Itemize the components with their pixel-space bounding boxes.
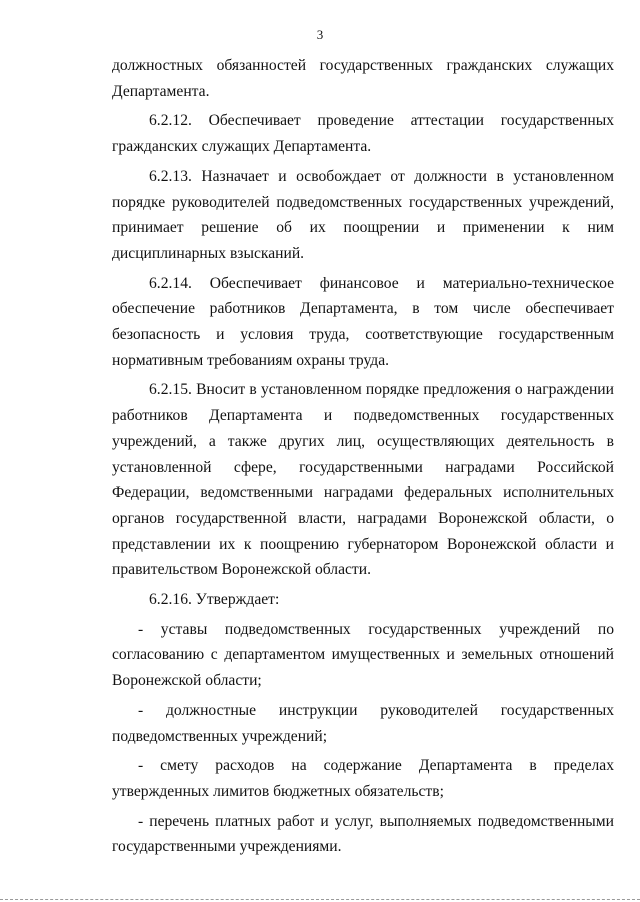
list-item-job-instructions: - должностные инструкции руководителей государственных подведомственных учреждений; xyxy=(112,701,614,745)
page-bottom-edge xyxy=(0,899,640,900)
document-body xyxy=(112,53,614,860)
paragraph-6-2-14: 6.2.14. Обеспечивает финансовое и материально-техническое обеспечение работников Департамента, в том числе обеспечивает безопасность и условия труда, соответствующие государственным нормативным требованиям охраны труда. xyxy=(112,274,614,369)
paragraph-6-2-12: 6.2.12. Обеспечивает проведение аттестации государственных гражданских служащих Департамента. xyxy=(112,112,614,156)
list-item-charters: - уставы подведомственных государственных учреждений по согласованию с департаментом имущественных и земельных отношений Воронежской области; xyxy=(112,620,614,690)
paragraph-6-2-15: 6.2.15. Вносит в установленном порядке предложения о награждении работников Департамента и подведомственных государственных учреждений, а также других лиц, осуществляющих деятельность в установленной сфере, государственными наградами Российской Федерации, ведомственными наградами федеральных исполнительных органов государственной власти, наградами Воронежской области, о представлении их к поощрению губернатором Воронежской области и правительством Воронежской области. xyxy=(112,381,614,579)
paragraph-duties-continuation: должностных обязанностей государственных гражданских служащих Департамента. xyxy=(112,57,614,100)
paragraph-6-2-13: 6.2.13. Назначает и освобождает от должности в установленном порядке руководителей подведомственных государственных учреждений, принимает решение об их поощрении и применении к ним дисциплинарных взысканий. xyxy=(112,167,614,262)
page-number: 3 xyxy=(316,27,324,42)
list-item-paid-services: - перечень платных работ и услуг, выполняемых подведомственными государственными учреждениями. xyxy=(112,812,614,856)
list-item-budget-estimate: - смету расходов на содержание Департамента в пределах утвержденных лимитов бюджетных обязательств; xyxy=(112,757,614,800)
paragraph-6-2-16: 6.2.16. Утверждает: xyxy=(149,591,280,609)
